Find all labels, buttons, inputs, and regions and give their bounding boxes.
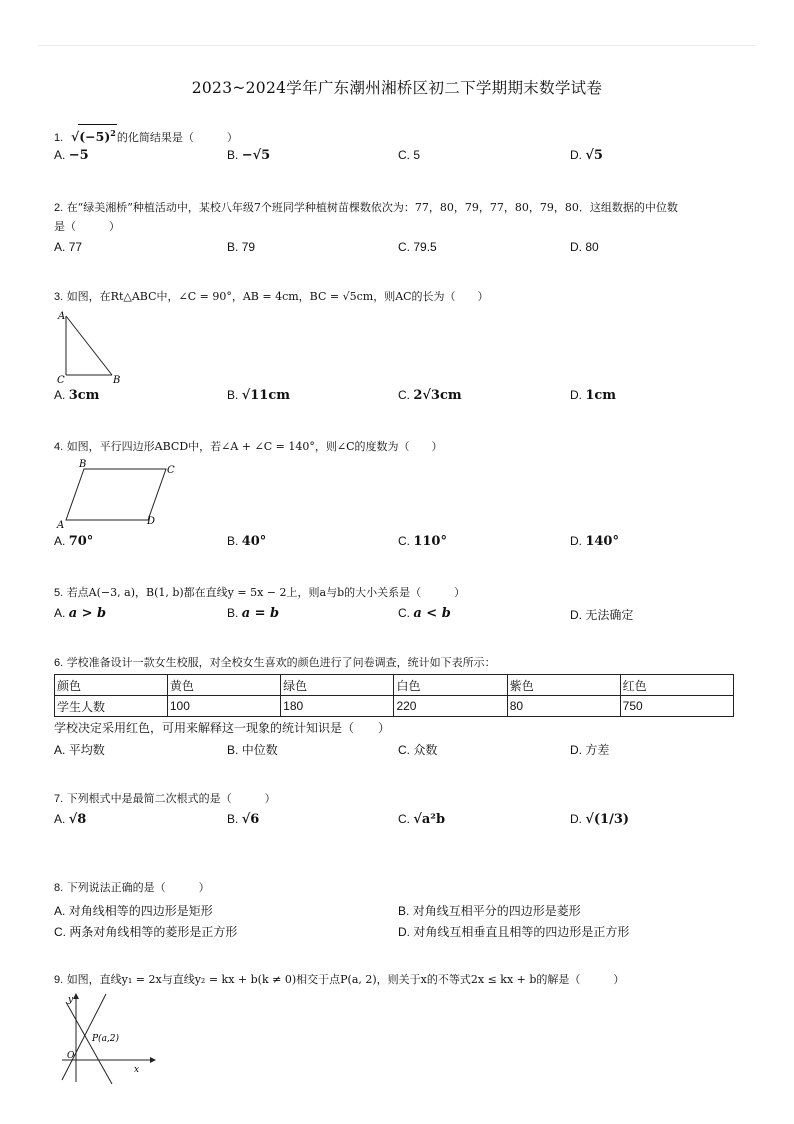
option-c[interactable]: C. 两条对角线相等的菱形是正方形 (54, 925, 238, 939)
table-cell: 750 (620, 696, 733, 717)
table-cell: 100 (167, 696, 280, 717)
question-5 (54, 585, 465, 601)
vertex-label-a: A (58, 311, 66, 322)
parallelogram-abcd (66, 469, 166, 520)
question-stem: 如图，在Rt (66, 290, 124, 303)
option-d[interactable]: D. 1cm (570, 388, 617, 403)
question-6 (54, 655, 496, 671)
table-cell: 180 (281, 696, 394, 717)
option-c[interactable]: C. a < b (398, 606, 451, 621)
question-number: 2. (54, 202, 64, 214)
option-d[interactable]: D. 对角线互相垂直且相等的四边形是正方形 (398, 925, 630, 939)
option-b[interactable]: B. a = b (227, 606, 280, 621)
option-b[interactable]: B. √6 (227, 812, 260, 827)
origin-label: O (67, 1051, 75, 1061)
option-d[interactable]: D. √(1/3) (570, 812, 630, 827)
option-b[interactable]: B. −√5 (227, 148, 271, 163)
table-cell: 白色 (394, 675, 507, 696)
top-divider (38, 45, 756, 46)
question-number: 7. (54, 793, 64, 805)
option-b[interactable]: B. 对角线互相平分的四边形是菱形 (398, 904, 581, 918)
vertex-label-b: B (79, 459, 87, 470)
question-stem: 下列说法正确的是（ ） (66, 881, 210, 894)
question-8 (54, 880, 210, 896)
table-cell: 80 (507, 696, 620, 717)
question-stem-rest: ABC中，∠C = 90°，AB = 4cm，BC = √5cm，则AC的长为（ ） (131, 290, 489, 303)
option-d[interactable]: D. 80 (570, 240, 599, 254)
option-a[interactable]: A. a > b (54, 606, 107, 621)
question-number: 6. (54, 657, 64, 669)
right-triangle-figure (54, 309, 134, 387)
option-d[interactable]: D. 140° (570, 534, 619, 549)
question-7 (54, 791, 276, 807)
question-stem: 如图，直线y₁ = 2x与直线y₂ = kx + b(k ≠ 0)相交于点P(a, 2)，则关于x的不等式2x ≤ kx + b的解是（ ） (66, 973, 625, 986)
question-number: 5. (54, 587, 64, 599)
table-cell: 绿色 (281, 675, 394, 696)
question-stem: 下列根式中是最简二次根式的是（ ） (66, 792, 276, 805)
radical-expression: $√(-5)^2$ (67, 129, 117, 144)
question-9 (54, 972, 624, 988)
table-cell: 220 (394, 696, 507, 717)
option-a[interactable]: A. 平均数 (54, 743, 105, 757)
table-cell: 颜色 (55, 675, 168, 696)
question-2 (54, 200, 678, 216)
question-number: 8. (54, 882, 64, 894)
option-c[interactable]: C. √a²b (398, 812, 446, 827)
table-row (55, 696, 734, 717)
question-stem-line2: 是（ ） (54, 220, 120, 233)
option-c[interactable]: C. 110° (398, 534, 447, 549)
table-cell: 黄色 (167, 675, 280, 696)
option-d[interactable]: D. 无法确定 (570, 608, 634, 622)
question-number: 9. (54, 974, 64, 986)
vertex-label-d: D (147, 516, 156, 527)
option-b[interactable]: B. 中位数 (227, 743, 278, 757)
question-2-continuation (54, 219, 120, 235)
option-a[interactable]: A. −5 (54, 148, 89, 163)
x-axis-label: x (134, 1065, 140, 1075)
question-1 (54, 124, 238, 146)
option-c[interactable]: C. 5 (398, 148, 421, 162)
question-stem: 如图，平行四边形ABCD中，若∠A + ∠C = 140°，则∠C的度数为（ ） (66, 440, 443, 453)
y-axis-label: y (68, 995, 74, 1005)
question-3 (54, 289, 489, 305)
vertex-label-a: A (57, 520, 65, 529)
side-ab (66, 316, 112, 375)
option-b[interactable]: B. √11cm (227, 388, 290, 403)
question-number: 3. (54, 291, 64, 303)
option-d[interactable]: D. √5 (570, 148, 603, 163)
option-c[interactable]: C. 众数 (398, 743, 438, 757)
question-number: 1. (54, 132, 64, 145)
vertex-label-c: C (57, 375, 65, 386)
question-stem: 在“绿美湘桥”种植活动中，某校八年级7个班同学种植树苗棵数依次为：77，80，79，77，80，79，80．这组数据的中位数 (66, 201, 678, 214)
option-d[interactable]: D. 方差 (570, 743, 610, 757)
question-number: 4. (54, 441, 64, 453)
question-stem: 学校准备设计一款女生校服，对全校女生喜欢的颜色进行了问卷调查，统计如下表所示： (66, 656, 496, 669)
question-6-continuation (54, 720, 390, 736)
option-b[interactable]: B. 40° (227, 534, 267, 549)
point-p-label: P(a,2) (92, 1034, 120, 1044)
option-a[interactable]: A. 对角线相等的四边形是矩形 (54, 904, 213, 918)
table-cell: 学生人数 (55, 696, 168, 717)
triangle-symbol: △ (123, 290, 132, 303)
vertex-label-b: B (113, 375, 121, 386)
survey-table (54, 674, 734, 717)
question-stem: 若点A(−3, a)，B(1, b)都在直线y = 5x − 2上，则a与b的大小关系是（ ） (66, 586, 466, 599)
table-cell: 紫色 (507, 675, 620, 696)
question-stem: 的化简结果是（ ） (116, 131, 238, 145)
table-row (55, 675, 734, 696)
parallelogram-figure (54, 457, 184, 529)
question-4 (54, 439, 443, 455)
x-axis-arrow (150, 1057, 156, 1063)
option-c[interactable]: C. 2√3cm (398, 388, 462, 403)
option-a[interactable]: A. 70° (54, 534, 94, 549)
option-b[interactable]: B. 79 (227, 240, 256, 254)
question-stem-line2: 学校决定采用红色，可用来解释这一现象的统计知识是（ ） (54, 721, 391, 735)
option-a[interactable]: A. √8 (54, 812, 87, 827)
table-cell: 红色 (620, 675, 733, 696)
option-c[interactable]: C. 79.5 (398, 240, 437, 254)
vertex-label-c: C (167, 465, 175, 476)
line-intersection-figure (54, 990, 159, 1086)
page-title: 2023~2024学年广东潮州湘桥区初二下学期期末数学试卷 (191, 79, 603, 97)
option-a[interactable]: A. 3cm (54, 388, 100, 403)
y-axis-arrow (73, 993, 79, 999)
option-a[interactable]: A. 77 (54, 240, 83, 254)
